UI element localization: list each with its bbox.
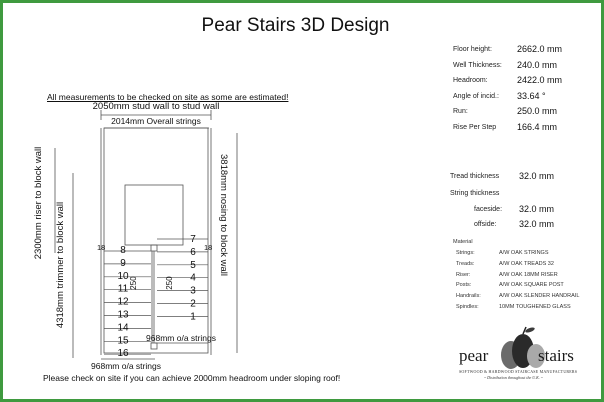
spec-label: Angle of incid.: [453,92,499,100]
spec-label: Headroom: [453,77,488,84]
material-heading: Material [453,239,473,245]
step-number: 7 [190,234,196,245]
material-label: Riser: [456,271,471,278]
newel-post-bottom [151,343,157,349]
logo-tagline: SOFTWOOD & HARDWOOD STAIRCASE MANUFACTURERS [459,369,578,374]
oa-strings-left-dimension: 968mm o/a strings [91,361,161,371]
spec-label: Run: [453,108,468,115]
oa-strings-right-dimension: 968mm o/a strings [146,333,216,343]
logo-word-pear: pear [459,346,489,365]
material-value: 10MM TOUGHENED GLASS [499,304,571,310]
offside-label: offside: [474,221,497,228]
step-number: 12 [117,296,129,308]
riser-to-block-dimension: 2300mm riser to block wall [33,146,44,260]
tread-thickness-label: Tread thickness [450,173,500,180]
material-value: A/W OAK SQUARE POST [499,282,564,289]
spec-label: Well Thickness: [453,61,502,69]
step-number: 13 [117,309,129,321]
gap-left-label: 18 [97,243,106,252]
going-right-label: 250 [165,276,174,290]
step-number: 15 [117,335,129,347]
step-number: 5 [190,259,196,271]
material-value: A/W OAK STRINGS [499,250,549,256]
overall-strings-dimension: 2014mm Overall strings [111,116,201,126]
offside-value: 32.0 mm [519,219,555,229]
step-number: 3 [190,285,196,297]
step-number: 14 [117,322,129,334]
going-left-label: 250 [129,276,138,290]
step-number: 4 [190,272,196,284]
page-title: Pear Stairs 3D Design [201,15,390,36]
material-label: Posts: [456,282,472,289]
spec-value: 166.4 mm [517,121,558,132]
tread-thickness-value: 32.0 mm [519,171,555,181]
step-number: 10 [117,270,129,282]
material-value: A/W OAK TREADS 32 [499,260,554,267]
material-value: A/W OAK SLENDER HANDRAIL [499,293,580,300]
spec-label: Rise Per Step [453,123,497,131]
gap-right-label: 18 [204,243,213,252]
material-value: A/W OAK 18MM RISER [499,271,558,278]
landing-opening [125,185,183,245]
trimmer-to-block-dimension: 4318mm trimmer to block wall [55,201,66,329]
step-number: 9 [120,257,126,269]
faceside-label: faceside: [474,206,503,213]
spec-label: Floor height: [453,46,492,53]
step-number: 2 [190,298,196,310]
step-number: 11 [117,283,129,295]
newel-post-top [151,245,157,251]
spec-value: 2422.0 mm [517,75,563,85]
logo-tagline-2: ~ Distribution throughout the U.K. ~ [484,375,543,380]
step-number: 1 [190,311,196,323]
nosing-to-block-dimension: 3818mm nosing to block wall [218,154,229,276]
spec-value: 250.0 mm [517,106,558,116]
bottom-note: Please check on site if you can achieve 2000mm headroom under sloping roof! [43,373,341,383]
step-number: 8 [120,245,126,256]
material-label: Strings: [456,250,475,256]
spec-value: 240.0 mm [517,59,558,70]
material-label: Spindles: [456,304,479,310]
top-note: All measurements to be checked on site as some are estimated! [47,92,289,102]
material-label: Treads: [456,260,475,267]
logo-word-stairs: stairs [538,346,574,365]
faceside-value: 32.0 mm [519,204,555,214]
step-number: 6 [190,246,196,258]
spec-value: 2662.0 mm [517,44,563,54]
material-label: Handrails: [456,293,481,300]
stud-wall-dimension: 2050mm stud wall to stud wall [92,101,220,112]
spec-value: 33.64 ° [517,90,546,101]
string-thickness-label: String thickness [450,190,500,197]
step-number: 16 [117,348,129,360]
stair-plan-drawing [3,3,443,383]
